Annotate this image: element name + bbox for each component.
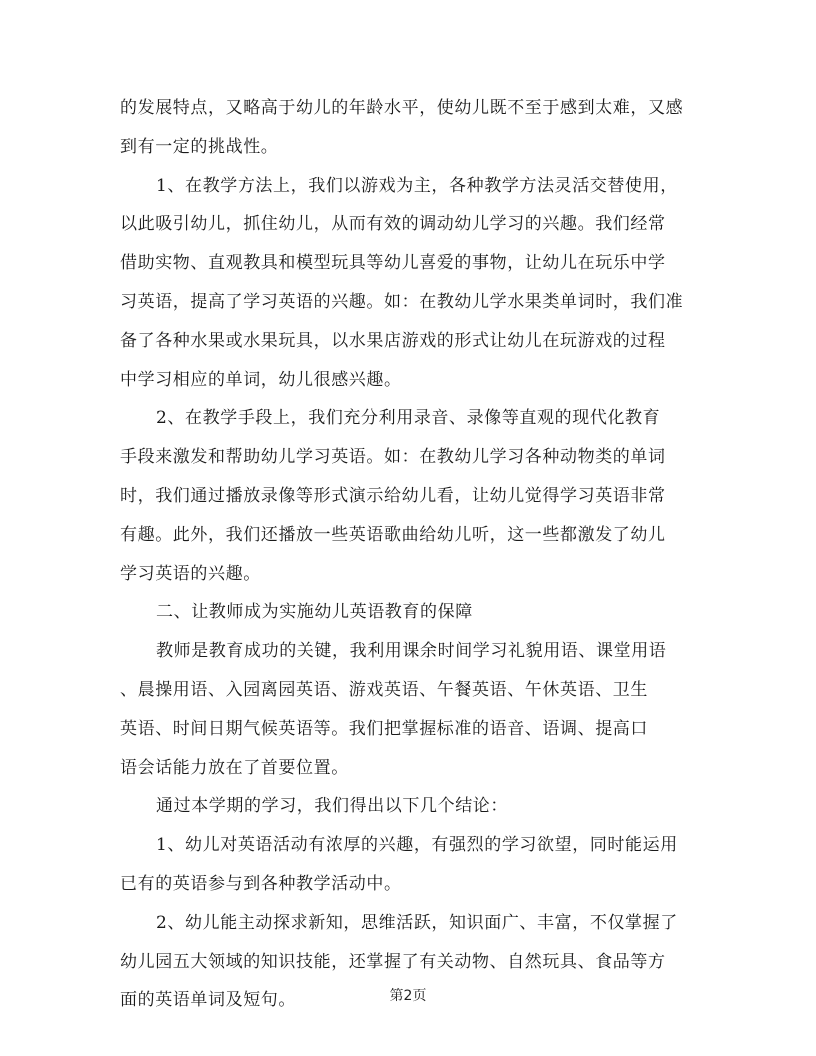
- text-line: 学习英语的兴趣。: [120, 563, 261, 584]
- text-line: 已有的英语参与到各种教学活动中。: [120, 873, 402, 894]
- text-line: 备了各种水果或水果玩具，以水果店游戏的形式让幼儿在玩游戏的过程: [120, 330, 666, 351]
- text-line: 、晨操用语、入园离园英语、游戏英语、午餐英语、午休英语、卫生: [120, 679, 648, 700]
- paragraph-first-line: 2、在教学手段上，我们充分利用录音、录像等直观的现代化教育: [156, 408, 661, 429]
- text-line: 时，我们通过播放录像等形式演示给幼儿看，让幼儿觉得学习英语非常: [120, 485, 666, 506]
- page-number: 第2页: [389, 988, 427, 1004]
- text-line: 以此吸引幼儿，抓住幼儿，从而有效的调动幼儿学习的兴趣。我们经常: [120, 214, 666, 235]
- text-line: 手段来激发和帮助幼儿学习英语。如：在教幼儿学习各种动物类的单词: [120, 447, 666, 468]
- paragraph-first-line: 1、幼儿对英语活动有浓厚的兴趣，有强烈的学习欲望，同时能运用: [156, 835, 678, 856]
- paragraph-first-line: 教师是教育成功的关键，我利用课余时间学习礼貌用语、课堂用语: [156, 641, 667, 662]
- text-line: 面的英语单词及短句。: [120, 990, 296, 1011]
- section-heading: 二、让教师成为实施幼儿英语教育的保障: [156, 602, 473, 623]
- text-line: 幼儿园五大领域的知识技能，还掌握了有关动物、自然玩具、食品等方: [120, 951, 666, 972]
- paragraph-first-line: 1、在教学方法上，我们以游戏为主，各种教学方法灵活交替使用，: [156, 175, 678, 196]
- text-line: 到有一定的挑战性。: [120, 136, 279, 157]
- paragraph-first-line: 通过本学期的学习，我们得出以下几个结论：: [156, 796, 508, 817]
- text-line: 中学习相应的单词，幼儿很感兴趣。: [120, 369, 402, 390]
- document-body: [120, 89, 696, 1020]
- text-line: 语会话能力放在了首要位置。: [120, 757, 349, 778]
- text-line: 英语、时间日期气候英语等。我们把掌握标准的语音、语调、提高口: [120, 718, 648, 739]
- paragraph-first-line: 2、幼儿能主动探求新知，思维活跃，知识面广、丰富，不仅掌握了: [156, 912, 678, 933]
- text-line: 有趣。此外，我们还播放一些英语歌曲给幼儿听，这一些都激发了幼儿: [120, 524, 666, 545]
- text-line: 借助实物、直观教具和模型玩具等幼儿喜爱的事物，让幼儿在玩乐中学: [120, 253, 666, 274]
- text-line: 习英语，提高了学习英语的兴趣。如：在教幼儿学水果类单词时，我们准: [120, 291, 684, 312]
- text-line: 的发展特点，又略高于幼儿的年龄水平，使幼儿既不至于感到太难，又感: [120, 98, 684, 118]
